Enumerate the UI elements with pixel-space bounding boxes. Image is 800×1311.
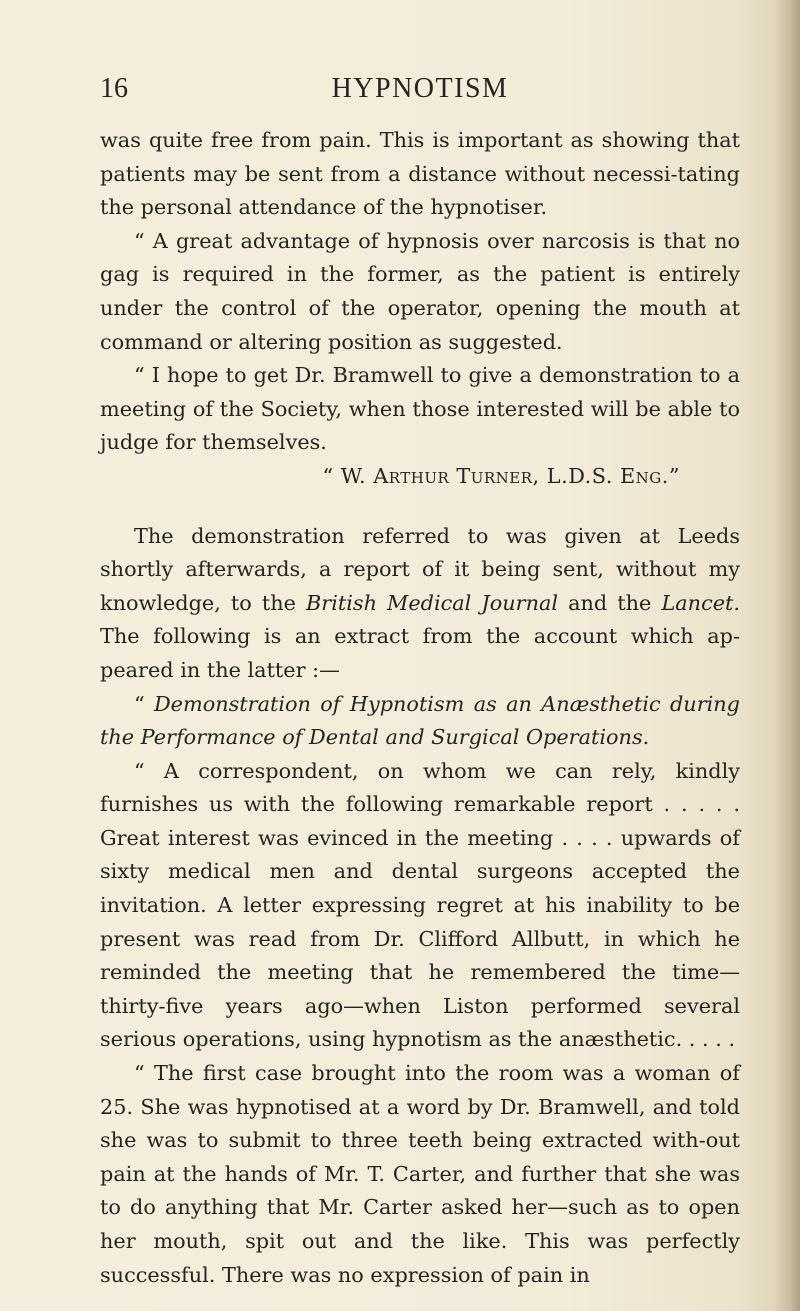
paragraph-4-text-b: The following is an extract from the account which ap-peared in the latter :— — [100, 624, 740, 682]
running-title: HYPNOTISM — [331, 73, 509, 104]
page-header — [100, 72, 740, 112]
paragraph-5: “ A correspondent, on whom we can rely, kindly furnishes us with the following remarkable report . . . . . Great interest was evinced in the meeting . . . . upwards of sixty medical men and dental surgeons accepted the invitation. A letter expressing regret at his inability to be present was read from Dr. Clifford Allbutt, in which he reminded the meeting that he remembered the time— thirty-five years ago—when Liston performed several serious operations, using hypnotism as the anæsthetic. . . . . — [100, 758, 740, 1052]
paragraph-1: was quite free from pain. This is important as showing that patients may be sent from a distance without necessi-tating the personal attendance of the hypnotiser. — [100, 128, 740, 220]
paragraph-4-and: and the — [568, 590, 652, 615]
paragraph-6: “ The first case brought into the room was a woman of 25. She was hypnotised at a word by Dr. Bramwell, and told she was to submit to three teeth being extracted with-out pain at the hands of Mr. T. Carter, and further that she was to do anything that Mr. Carter asked her—such as to open her mouth, spit out and the like. This was perfectly successful. There was no expression of pain in — [100, 1061, 740, 1287]
journal-name-bmj: British Medical Journal — [306, 590, 559, 615]
quoted-heading-mark: “ — [134, 691, 145, 716]
body-text — [100, 124, 740, 1292]
quoted-heading — [100, 688, 740, 755]
letter-signature: “ W. Arthur Turner, L.D.S. Eng.” — [322, 463, 680, 488]
page-edge-shadow — [774, 0, 800, 1311]
paragraph-2: “ A great advantage of hypnosis over narcosis is that no gag is required in the former, as the patient is entirely under the control of the operator, opening the mouth at command or altering position as suggested. — [100, 228, 740, 354]
journal-name-lancet: Lancet. — [661, 590, 740, 615]
paragraph-3: “ I hope to get Dr. Bramwell to give a demonstration to a meeting of the Society, when those interested will be able to judge for themselves. — [100, 363, 740, 455]
page-number: 16 — [100, 73, 128, 104]
paragraph-4-text-a: The demonstration referred to was given at Leeds shortly afterwards, a report of it being sent, without my knowledge, to the — [100, 523, 740, 615]
paragraph-4 — [100, 520, 740, 688]
quoted-heading-text: Demonstration of Hypnotism as an Anæsthetic during the Performance of Dental and Surgical Operations. — [100, 691, 740, 750]
